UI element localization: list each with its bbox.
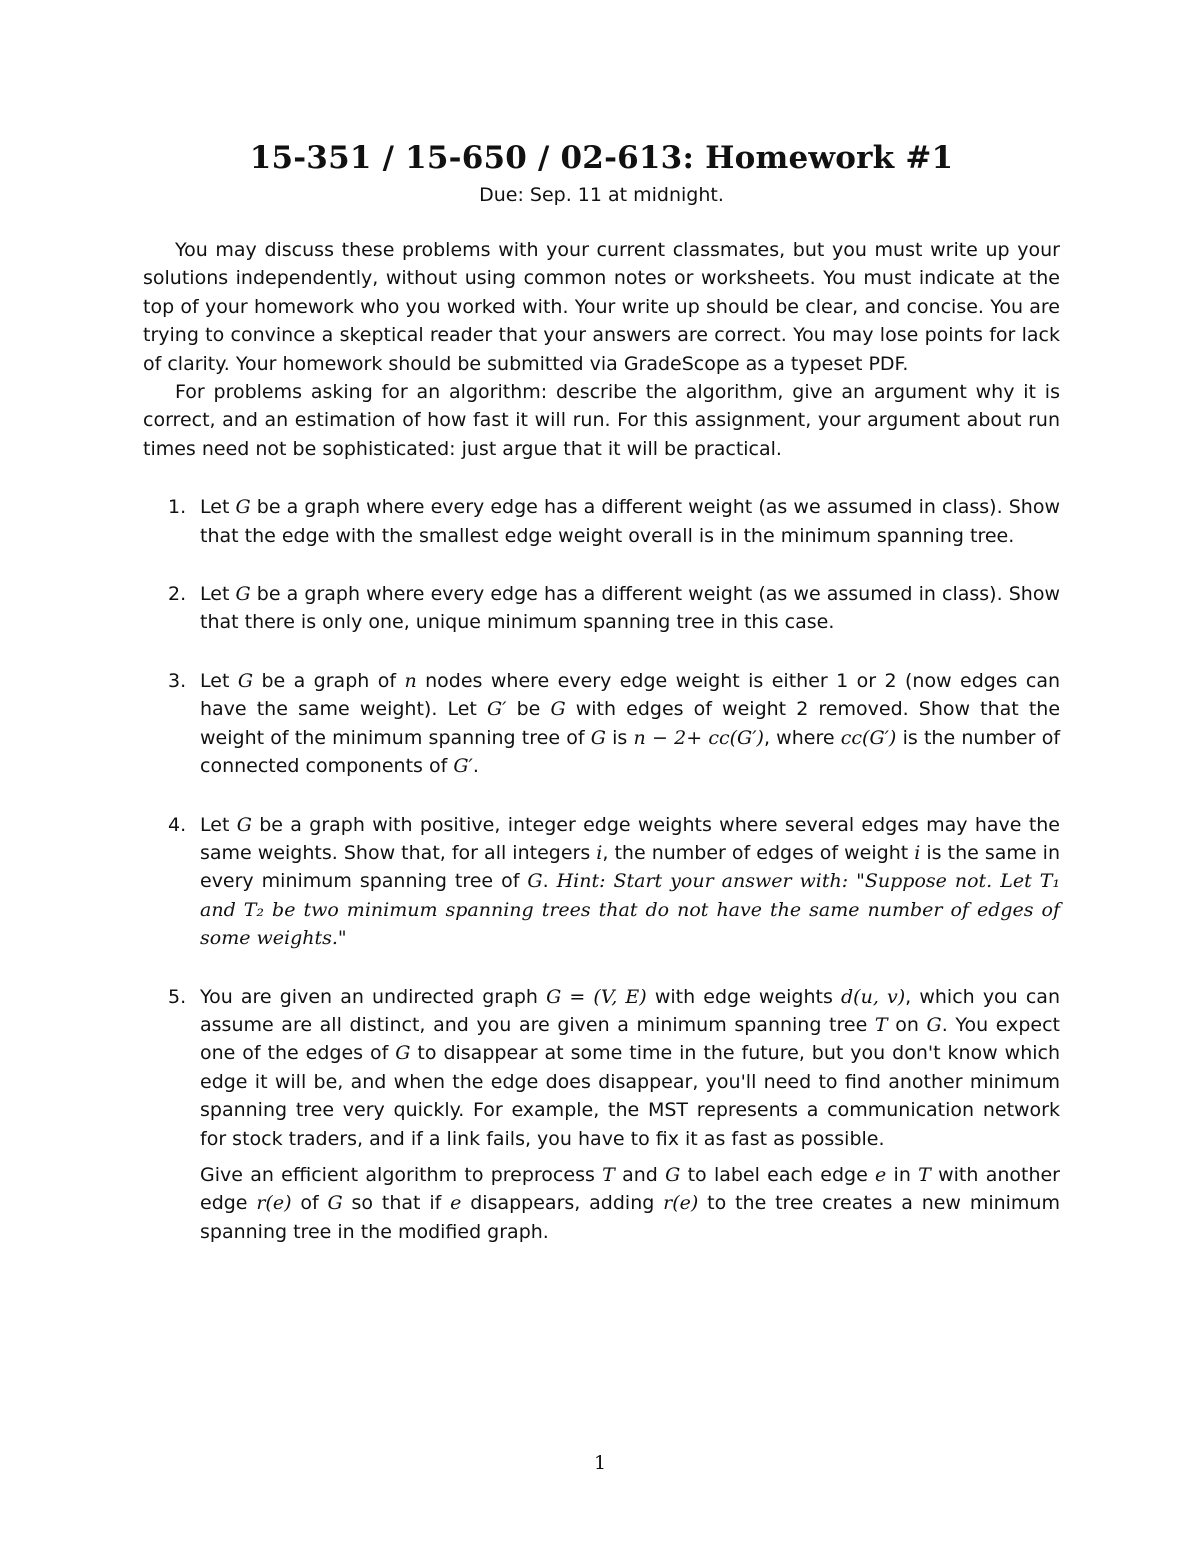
instructions — [143, 236, 1060, 463]
problem-number: 1. — [168, 496, 187, 519]
homework-page — [143, 138, 1060, 1276]
problem-text-continued: Give an efficient algorithm to preprocess T and G to label each edge e in T with another edge r(e) of G so that if e disappears, adding r(e) to the tree creates a new minimum spanning tree in the modified graph. — [200, 1163, 1060, 1243]
problem-1 — [143, 493, 1060, 550]
problem-list — [143, 493, 1060, 1246]
problem-number: 3. — [168, 669, 187, 692]
problem-2 — [143, 580, 1060, 637]
problem-number: 5. — [168, 985, 187, 1008]
instructions-paragraph-2: For problems asking for an algorithm: describe the algorithm, give an argument why it is correct, and an estimation of how fast it will run. For this assignment, your argument about run times need not be sophisticated: just argue that it will be practical. — [143, 381, 1060, 460]
problem-hint: Hint: Start your answer with: "Suppose not. Let T₁ and T₂ be two minimum spanning trees that do not have the same number of edges of some weights." — [200, 870, 1060, 950]
problem-number: 2. — [168, 583, 187, 606]
problem-text: Let G be a graph with positive, integer edge weights where several edges may have the same weights. Show that, for all integers i, the number of edges of weight i is the same in every minimum spanning tree of G. Hint: Start your answer with: "Suppose not. Let T₁ and T₂ be two minimum spanning trees that do not have the same number of edges of some weights." — [200, 813, 1061, 950]
problem-4 — [143, 811, 1060, 953]
due-date: Due: Sep. 11 at midnight. — [479, 184, 724, 206]
problem-3 — [143, 667, 1060, 781]
problem-text: You are given an undirected graph G = (V, E) with edge weights d(u, v), which you can assume are all distinct, and you are given a minimum spanning tree T on G. You expect one of the edges of G to disappear at some time in the future, but you don't know which edge it will be, and when the edge does disappear, you'll need to find another minimum spanning tree very quickly. For example, the MST represents a communication network for stock traders, and if a link fails, you have to fix it as fast as possible. — [200, 985, 1061, 1150]
instructions-paragraph-1: You may discuss these problems with your current classmates, but you must write up your solutions independently, without using common notes or worksheets. You must indicate at the top of your homework who you worked with. Your write up should be clear, and concise. You are trying to convince a skeptical reader that your answers are correct. You may lose points for lack of clarity. Your homework should be submitted via GradeScope as a typeset PDF. — [143, 239, 1060, 375]
problem-number: 4. — [168, 813, 187, 836]
page-title: 15-351 / 15-650 / 02-613: Homework #1 — [249, 140, 954, 176]
problem-text: Let G be a graph of n nodes where every edge weight is either 1 or 2 (now edges can have the same weight). Let G′ be G with edges of weight 2 removed. Show that the weight of the minimum spanning tree of G is n − 2+ cc(G′), where cc(G′) is the number of connected components of G′. — [200, 669, 1061, 778]
problem-text: Let G be a graph where every edge has a different weight (as we assumed in class). Show that the edge with the smallest edge weight overall is in the minimum spanning tree. — [200, 496, 1060, 547]
problem-5 — [143, 983, 1060, 1247]
page-number: 1 — [593, 1452, 607, 1474]
problem-text: Let G be a graph where every edge has a different weight (as we assumed in class). Show that there is only one, unique minimum spanning tree in this case. — [200, 583, 1060, 634]
